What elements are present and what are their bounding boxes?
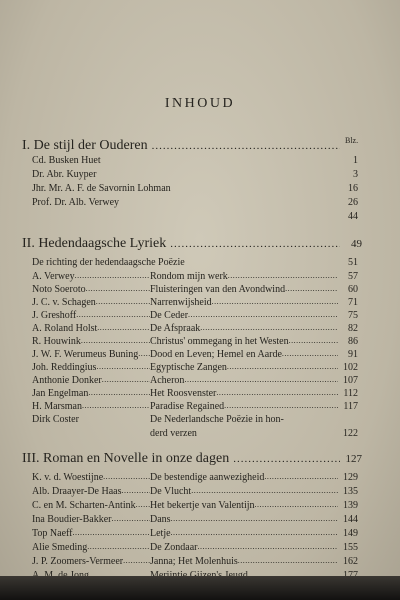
toc-entry: J. C. v. Schagen ..... Narrenwijsheid ..... 71 bbox=[32, 297, 358, 308]
toc-entry: Ina Boudier-Bakker ..... Dans ..... 144 bbox=[32, 514, 358, 525]
toc-entry: Anthonie Donker ..... Acheron ..... 107 bbox=[32, 375, 358, 386]
toc-entry: Cd. Busken Huet 1 bbox=[32, 155, 358, 166]
toc-entry: A. Verwey ..... Rondom mijn werk ..... 57 bbox=[32, 271, 358, 282]
section-heading-1: I. De stijl der Ouderen ..... bbox=[22, 138, 362, 154]
toc-entry: Jan Engelman ..... Het Roosvenster ..... 112 bbox=[32, 388, 358, 399]
toc-entry: Dirk Coster De Nederlandsche Poëzie in hon- bbox=[32, 414, 284, 425]
toc-entry: 44 bbox=[348, 211, 358, 222]
toc-entry: Prof. Dr. Alb. Verwey 26 bbox=[32, 197, 358, 208]
page-column-label: Blz. bbox=[345, 136, 359, 145]
toc-entry: R. Houwink ..... Christus' ommegang in het Westen ..... 86 bbox=[32, 336, 358, 347]
toc-entry: Alb. Draayer-De Haas ..... De Vlucht ..... 135 bbox=[32, 486, 358, 497]
toc-entry: H. Marsman ..... Paradise Regained ..... 117 bbox=[32, 401, 358, 412]
toc-entry: J. W. F. Werumeus Buning ..... Dood en Leven; Hemel en Aarde ..... 91 bbox=[32, 349, 358, 360]
page-bottom-shadow bbox=[0, 576, 400, 600]
toc-entry: C. en M. Scharten-Antink ..... Het bekertje van Valentijn ..... 139 bbox=[32, 500, 358, 511]
section-heading-3: III. Roman en Novelle in onze dagen ..... 127 bbox=[22, 451, 362, 467]
page-title: INHOUD bbox=[164, 96, 236, 111]
toc-entry-continuation: derd verzen 122 bbox=[150, 428, 358, 439]
toc-entry: K. v. d. Woestijne ..... De bestendige aanwezigheid ..... 129 bbox=[32, 472, 358, 483]
toc-entry: Jhr. Mr. A. F. de Savornin Lohman 16 bbox=[32, 183, 358, 194]
toc-entry: De richting der hedendaagsche Poëzie 51 bbox=[32, 257, 358, 268]
toc-entry: J. Greshoff ..... De Ceder ..... 75 bbox=[32, 310, 358, 321]
toc-entry: Dr. Abr. Kuyper 3 bbox=[32, 169, 358, 180]
toc-entry: Alie Smeding ..... De Zondaar ..... 155 bbox=[32, 542, 358, 553]
toc-entry: Joh. Reddingius ..... Egyptische Zangen ..... 102 bbox=[32, 362, 358, 373]
toc-entry: A. Roland Holst ..... De Afspraak ..... 82 bbox=[32, 323, 358, 334]
toc-entry: J. P. Zoomers-Vermeer ..... Janna; Het Molenhuis ..... 162 bbox=[32, 556, 358, 567]
toc-entry: Top Naeff ..... Letje ..... 149 bbox=[32, 528, 358, 539]
toc-entry: Noto Soeroto ..... Fluisteringen van den Avondwind ..... 60 bbox=[32, 284, 358, 295]
section-heading-2: II. Hedendaagsche Lyriek ..... 49 bbox=[22, 236, 362, 252]
